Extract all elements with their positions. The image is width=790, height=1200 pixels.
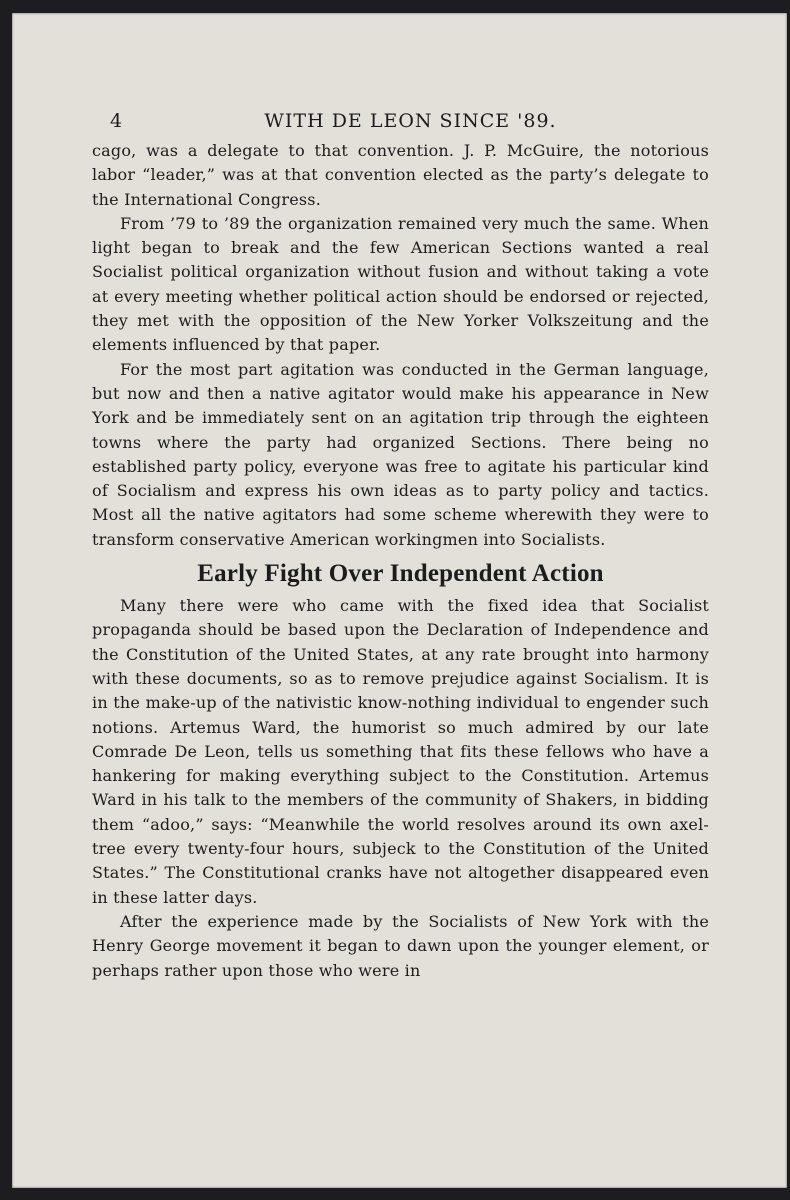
paragraph: For the most part agitation was conducted in the German language, but now and then a native agitator would make his appearance in New York and be immediately sent on an agitation trip through the eighteen towns where the party had organized Sections. There being no established party policy, everyone was free to agitate his particular kind of Socialism and express his own ideas as to party policy and tactics. Most all the native agitators had some scheme wherewith they were to transform conservative American workingmen into Socialists. xyxy=(92,359,709,549)
paragraph: From ’79 to ’89 the organization remained very much the same. When light began to break and the few American Sections wanted a real Socialist political organization without fusion and without taking a vote at every meeting whether political action should be endorsed or rejected, they met with the opposition of the New Yorker Volkszeitung and the elements influenced by that paper. xyxy=(92,213,709,355)
paragraph-continuation: cago, was a delegate to that convention. J. P. McGuire, the notorious labor “leader,” was at that convention elected as the party’s delegate to the International Congress. xyxy=(92,141,709,209)
paragraph: After the experience made by the Socialists of New York with the Henry George movement it began to dawn upon the younger element, or perhaps rather upon those who were in xyxy=(92,911,709,980)
paragraph: Many there were who came with the fixed idea that Socialist propaganda should be based upon the Declaration of Independence and the Constitution of the United States, at any rate brought into harmony with these documents, so as to remove prejudice against Socialism. It is in the make-up of the nativistic know-nothing individual to engender such notions. Artemus Ward, the humorist so much admired by our late Comrade De Leon, tells us something that fits these fellows who have a hankering for making everything subject to the Constitution. Artemus Ward in his talk to the members of the community of Shakers, in bidding them “adoo,” says: “Meanwhile the world resolves around its own axel-tree every twenty-four hours, subjeck to the Constitution of the United States.” The Constitutional cranks have not altogether disappeared even in these latter days. xyxy=(92,596,709,907)
page-text-block xyxy=(92,110,709,983)
running-head-title: WITH DE LEON SINCE '89. xyxy=(264,110,557,132)
book-page xyxy=(12,13,787,1188)
section-heading: Early Fight Over Independent Action xyxy=(197,560,604,588)
running-head xyxy=(92,110,709,136)
page-number: 4 xyxy=(110,110,123,132)
